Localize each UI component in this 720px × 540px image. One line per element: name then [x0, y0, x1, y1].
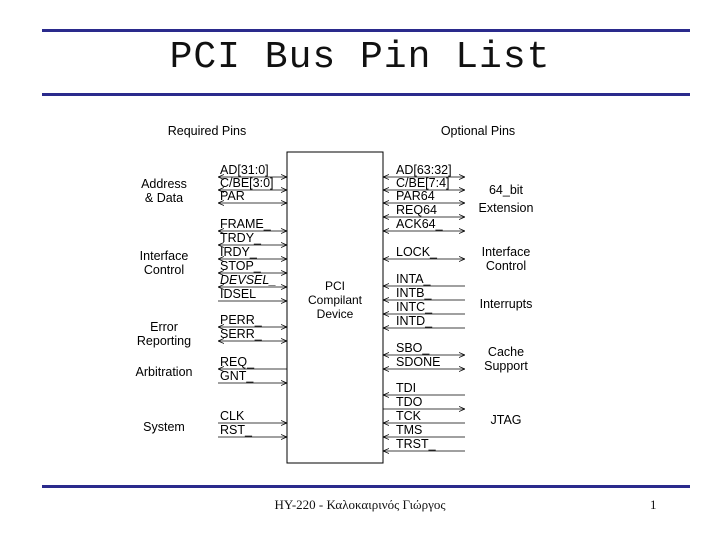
left-group-label: & Data: [144, 191, 184, 205]
pin-label: IDSEL: [220, 287, 257, 301]
pin-label: DEVSEL_: [220, 273, 277, 287]
required-pins-header: Required Pins: [167, 124, 247, 138]
pin-label: STOP_: [220, 259, 261, 273]
left-group-label: Error: [150, 320, 178, 334]
pin-label: CLK: [220, 409, 245, 423]
pin-label: FRAME_: [220, 217, 271, 231]
pin-label: SDONE: [396, 355, 441, 369]
left-pin-ad31-0: [218, 163, 287, 177]
left-group-error-reporting: [137, 320, 191, 348]
left-pin-par: [218, 189, 287, 203]
left-group-address-data: [141, 177, 187, 205]
right-group-64bit-extension: [479, 183, 534, 215]
pin-label: PAR: [220, 189, 245, 203]
pin-label: INTA_: [396, 272, 431, 286]
right-pin-intd: [383, 314, 465, 328]
pin-label: ACK64_: [396, 217, 443, 231]
right-group-label: Support: [484, 359, 528, 373]
right-group-label: JTAG: [490, 413, 522, 427]
pin-label: TRDY_: [220, 231, 261, 245]
pin-label: C/BE[3:0]: [220, 176, 274, 190]
right-pin-ack64: [383, 217, 465, 231]
right-pin-sdone: [383, 355, 465, 369]
pin-label: TCK: [396, 409, 421, 423]
left-pin-devsel: [218, 273, 287, 287]
left-pin-rst: [218, 423, 287, 437]
left-group-label: System: [143, 420, 185, 434]
right-pin-tck: [383, 409, 465, 423]
left-group-label: Address: [141, 177, 187, 191]
left-pin-gnt: [218, 369, 287, 383]
left-pin-req: [218, 355, 287, 369]
right-group-interrupts: [480, 297, 533, 311]
right-pin-tdi: [383, 381, 465, 395]
right-pin-cbe7-4: [383, 176, 465, 190]
pin-label: TDO: [396, 395, 423, 409]
pin-label: SERR_: [220, 327, 262, 341]
left-pin-clk: [218, 409, 287, 423]
left-group-label: Interface: [139, 249, 189, 263]
footer-author: HY-220 - Καλοκαιρινός Γιώργος: [274, 497, 446, 512]
pin-label: REQ_: [220, 355, 255, 369]
pin-label: INTC_: [396, 300, 433, 314]
device-label-line1: PCI: [324, 279, 346, 293]
pin-label: LOCK_: [396, 245, 437, 259]
left-group-label: Reporting: [136, 334, 192, 348]
pin-label: INTD_: [396, 314, 433, 328]
left-group-interface-control: [140, 249, 189, 277]
right-group-label: 64_bit: [488, 183, 524, 197]
pin-label: IRDY_: [220, 245, 257, 259]
right-pin-sbo: [383, 341, 465, 355]
right-group-label: Interface: [481, 245, 531, 259]
pin-label: AD[63:32]: [396, 163, 452, 177]
footer-rule: [42, 485, 690, 488]
optional-pins-header: Optional Pins: [440, 124, 516, 138]
left-group-arbitration: [136, 365, 193, 379]
left-group-system: [143, 420, 185, 434]
pin-label: PERR_: [220, 313, 262, 327]
right-pin-intc: [383, 300, 465, 314]
right-pin-ad63-32: [383, 163, 465, 177]
page-number: 1: [650, 497, 657, 512]
right-group-interface-control: [482, 245, 531, 273]
device-label-line2: Compilant: [307, 293, 363, 307]
pin-label: RST_: [220, 423, 252, 437]
right-pin-tdo: [383, 395, 465, 409]
left-pin-irdy: [218, 245, 287, 259]
right-pin-lock: [383, 245, 465, 259]
pin-label: REQ64: [396, 203, 437, 217]
slide-title: PCI Bus Pin List: [169, 36, 551, 79]
right-group-jtag: [490, 413, 521, 427]
pin-label: GNT_: [220, 369, 254, 383]
right-group-label: Extension: [478, 201, 534, 215]
pin-label: TMS: [396, 423, 423, 437]
right-pin-inta: [383, 272, 465, 286]
pin-label: SBO_: [396, 341, 430, 355]
right-group-cache-support: [484, 345, 528, 373]
device-label-line3: Device: [316, 307, 354, 321]
right-pin-par64: [383, 189, 465, 203]
pin-label: TRST_: [396, 437, 436, 451]
left-group-label: Arbitration: [135, 365, 193, 379]
left-group-label: Control: [143, 263, 185, 277]
left-pin-serr: [218, 327, 287, 341]
pin-label: PAR64: [396, 189, 435, 203]
right-pin-req64: [383, 203, 465, 217]
right-group-label: Cache: [487, 345, 525, 359]
left-pin-stop: [218, 259, 287, 273]
pin-label: INTB_: [396, 286, 432, 300]
right-pin-intb: [383, 286, 465, 300]
left-pin-trdy: [218, 231, 287, 245]
pin-label: AD[31:0]: [220, 163, 269, 177]
right-pin-trst: [383, 437, 465, 451]
left-pin-cbe3-0: [218, 176, 287, 190]
left-pin-perr: [218, 313, 287, 327]
left-pin-idsel: [218, 287, 287, 301]
pin-label: C/BE[7:4]: [396, 176, 450, 190]
right-group-label: Interrupts: [479, 297, 533, 311]
left-pin-frame: [218, 217, 287, 231]
right-group-label: Control: [485, 259, 527, 273]
pin-label: TDI: [396, 381, 417, 395]
right-pin-tms: [383, 423, 465, 437]
